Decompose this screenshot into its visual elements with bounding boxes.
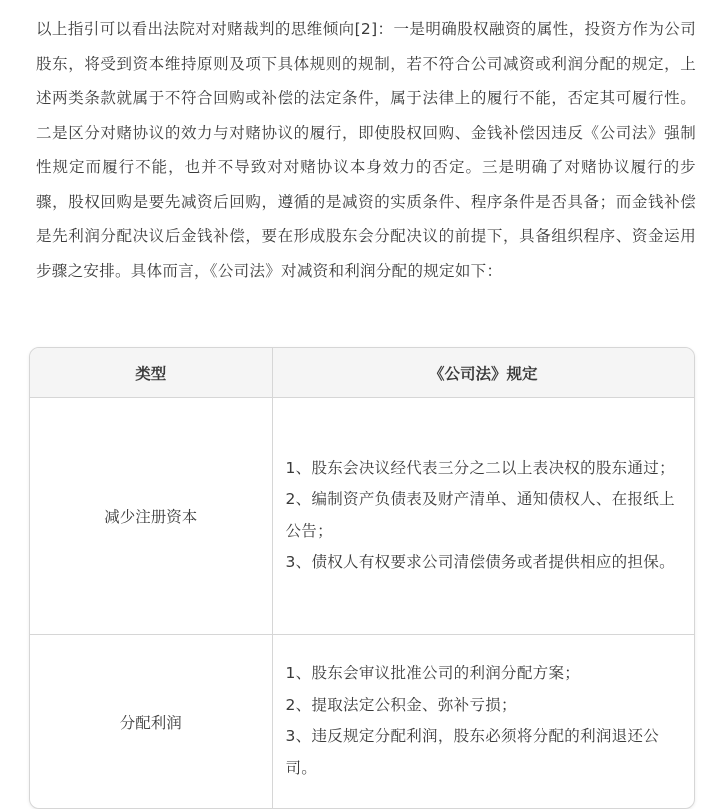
rule-item: 1、股东会审议批准公司的利润分配方案；	[285, 664, 581, 682]
rule-item: 3、违反规定分配利润，股东必须将分配的利润退还公司。	[285, 727, 660, 777]
intro-paragraph: 以上指引可以看出法院对对赌裁判的思维倾向[2]：一是明确股权融资的属性，投资方作为公司股东，将受到资本维持原则及项下具体规则的规制，若不符合公司减资或利润分配的规定，上述两类条款就属于不符合回购或补偿的法定条件，属于法律上的履行不能，否定其可履行性。二是区分对赌协议的效力与对赌协议的履行，即使股权回购、金钱补偿因违反《公司法》强制性规定而履行不能，也并不导致对对赌协议本身效力的否定。三是明确了对赌协议履行的步骤，股权回购是要先减资后回购，遵循的是减资的实质条件、程序条件是否具备；而金钱补偿是先利润分配决议后金钱补偿，要在形成股东会分配决议的前提下，具备组织程序、资金运用步骤之安排。具体而言，《公司法》对减资和利润分配的规定如下：	[36, 20, 696, 280]
regulation-table	[29, 347, 695, 809]
regulation-table-grid	[30, 348, 694, 808]
table-header-row	[30, 348, 694, 398]
header-type: 类型	[30, 348, 272, 398]
table-row	[30, 398, 694, 635]
rules-cell	[272, 398, 694, 635]
type-cell: 减少注册资本	[30, 398, 272, 635]
header-company-law-rules: 《公司法》规定	[272, 348, 694, 398]
article-body	[36, 12, 696, 288]
rule-item: 2、编制资产负债表及财产清单、通知债权人、在报纸上公告；	[285, 490, 675, 540]
table-row	[30, 635, 694, 809]
type-cell: 分配利润	[30, 635, 272, 809]
rule-item: 2、提取法定公积金、弥补亏损；	[285, 695, 517, 714]
rule-item: 1、股东会决议经代表三分之二以上表决权的股东通过；	[285, 458, 675, 477]
rule-item: 3、债权人有权要求公司清偿债务或者提供相应的担保。	[285, 553, 675, 571]
rules-cell	[272, 635, 694, 809]
